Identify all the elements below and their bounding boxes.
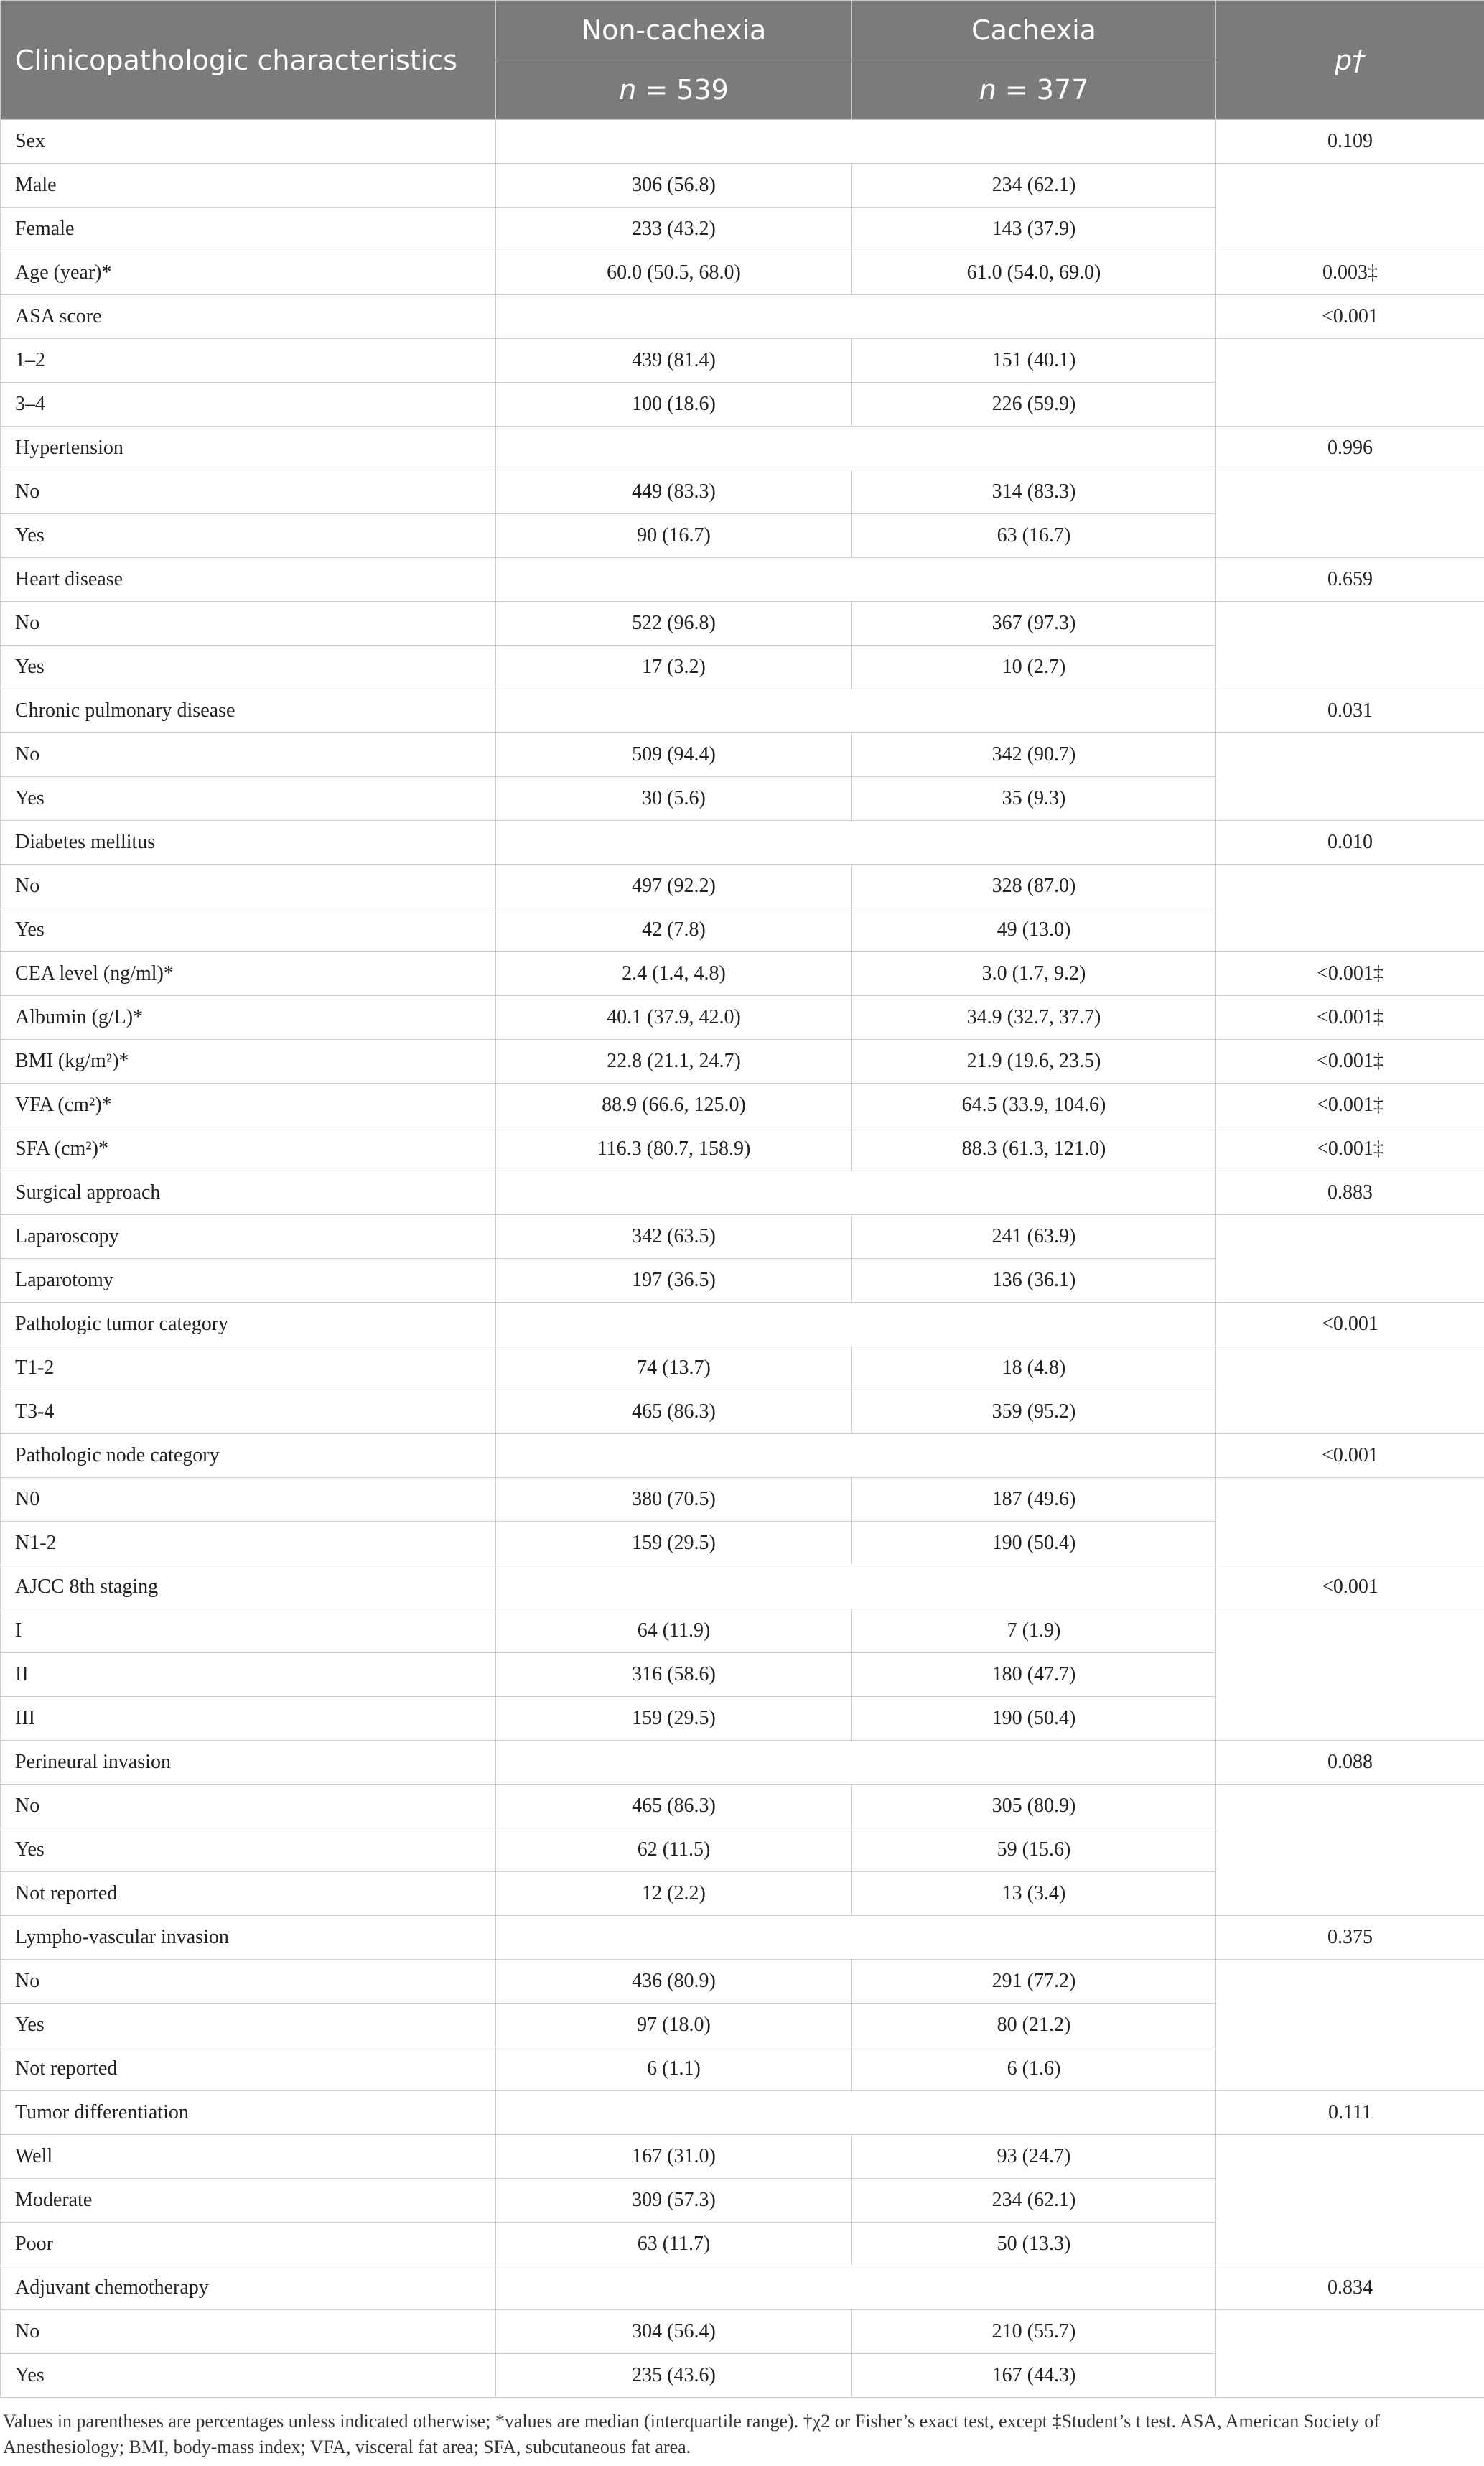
non-cachexia-value: 22.8 (21.1, 24.7) <box>496 1040 852 1084</box>
non-cachexia-value: 62 (11.5) <box>496 1828 852 1872</box>
group-label: Adjuvant chemotherapy <box>1 2266 496 2310</box>
p-value-spacer <box>1216 733 1484 821</box>
group-spacer <box>496 1565 1216 1609</box>
group-spacer <box>496 295 1216 339</box>
row-label: Yes <box>1 908 496 952</box>
table-group-header-row <box>1 689 1484 733</box>
table-footnote <box>3 2409 1475 2460</box>
cachexia-value: 187 (49.6) <box>852 1478 1216 1522</box>
row-label: T1-2 <box>1 1346 496 1390</box>
table-row <box>1 1478 1484 1522</box>
table-group-header-row <box>1 295 1484 339</box>
group-spacer <box>496 1916 1216 1960</box>
non-cachexia-value: 449 (83.3) <box>496 470 852 514</box>
row-label: BMI (kg/m²)* <box>1 1040 496 1084</box>
table-row <box>1 1127 1484 1171</box>
table-row <box>1 1346 1484 1390</box>
group-label: Pathologic tumor category <box>1 1303 496 1346</box>
row-label: VFA (cm²)* <box>1 1084 496 1127</box>
group-label: Lympho-vascular invasion <box>1 1916 496 1960</box>
row-label: Age (year)* <box>1 251 496 295</box>
row-label: Yes <box>1 2354 496 2398</box>
row-label: I <box>1 1609 496 1653</box>
table-group-header-row <box>1 427 1484 470</box>
p-value: 0.883 <box>1216 1171 1484 1215</box>
p-value: 0.010 <box>1216 821 1484 865</box>
cachexia-value: 50 (13.3) <box>852 2223 1216 2266</box>
group-label: Chronic pulmonary disease <box>1 689 496 733</box>
p-value-spacer <box>1216 865 1484 952</box>
p-value: 0.111 <box>1216 2091 1484 2135</box>
non-cachexia-value: 316 (58.6) <box>496 1653 852 1697</box>
header-p-value: p† <box>1216 1 1484 120</box>
cachexia-value: 93 (24.7) <box>852 2135 1216 2179</box>
row-label: Albumin (g/L)* <box>1 996 496 1040</box>
n-symbol: n <box>619 74 637 106</box>
table-group-header-row <box>1 1434 1484 1478</box>
cachexia-value: 167 (44.3) <box>852 2354 1216 2398</box>
non-cachexia-value: 436 (80.9) <box>496 1960 852 2004</box>
row-label: No <box>1 2310 496 2354</box>
cachexia-value: 49 (13.0) <box>852 908 1216 952</box>
group-label: ASA score <box>1 295 496 339</box>
table-row <box>1 952 1484 996</box>
group-spacer <box>496 821 1216 865</box>
row-label: No <box>1 602 496 646</box>
p-value-spacer <box>1216 1785 1484 1916</box>
table-row <box>1 1960 1484 2004</box>
non-cachexia-value: 90 (16.7) <box>496 514 852 558</box>
non-cachexia-value: 88.9 (66.6, 125.0) <box>496 1084 852 1127</box>
table-row <box>1 339 1484 383</box>
p-value: 0.031 <box>1216 689 1484 733</box>
non-cachexia-value: 17 (3.2) <box>496 646 852 689</box>
p-value-spacer <box>1216 1478 1484 1565</box>
row-label: Yes <box>1 646 496 689</box>
cachexia-value: 13 (3.4) <box>852 1872 1216 1916</box>
non-cachexia-value: 197 (36.5) <box>496 1259 852 1303</box>
row-label: T3-4 <box>1 1390 496 1434</box>
row-label: 3–4 <box>1 383 496 427</box>
table-group-header-row <box>1 1741 1484 1785</box>
non-cachexia-value: 64 (11.9) <box>496 1609 852 1653</box>
non-cachexia-value: 12 (2.2) <box>496 1872 852 1916</box>
non-cachexia-value: 30 (5.6) <box>496 777 852 821</box>
table-group-header-row <box>1 1916 1484 1960</box>
cachexia-value: 328 (87.0) <box>852 865 1216 908</box>
row-label: Yes <box>1 777 496 821</box>
group-spacer <box>496 2266 1216 2310</box>
cachexia-value: 226 (59.9) <box>852 383 1216 427</box>
table-body <box>1 120 1484 2398</box>
non-cachexia-value: 97 (18.0) <box>496 2004 852 2047</box>
group-label: Hypertension <box>1 427 496 470</box>
table-row <box>1 2310 1484 2354</box>
row-label: Laparoscopy <box>1 1215 496 1259</box>
group-label: Heart disease <box>1 558 496 602</box>
cachexia-value: 234 (62.1) <box>852 2179 1216 2223</box>
n-value: = 377 <box>996 74 1089 106</box>
cachexia-value: 342 (90.7) <box>852 733 1216 777</box>
non-cachexia-value: 40.1 (37.9, 42.0) <box>496 996 852 1040</box>
row-label: No <box>1 1785 496 1828</box>
non-cachexia-value: 116.3 (80.7, 158.9) <box>496 1127 852 1171</box>
header-n-non-cachexia <box>496 60 852 120</box>
row-label: Well <box>1 2135 496 2179</box>
p-value: 0.088 <box>1216 1741 1484 1785</box>
p-value-spacer <box>1216 2310 1484 2398</box>
table-header <box>1 1 1484 120</box>
p-value: 0.996 <box>1216 427 1484 470</box>
row-label: CEA level (ng/ml)* <box>1 952 496 996</box>
non-cachexia-value: 522 (96.8) <box>496 602 852 646</box>
cachexia-value: 241 (63.9) <box>852 1215 1216 1259</box>
cachexia-value: 34.9 (32.7, 37.7) <box>852 996 1216 1040</box>
row-label: Yes <box>1 1828 496 1872</box>
row-label: Female <box>1 208 496 251</box>
n-symbol: n <box>979 74 997 106</box>
group-label: Surgical approach <box>1 1171 496 1215</box>
non-cachexia-value: 60.0 (50.5, 68.0) <box>496 251 852 295</box>
cachexia-value: 64.5 (33.9, 104.6) <box>852 1084 1216 1127</box>
p-value: <0.001 <box>1216 1303 1484 1346</box>
cachexia-value: 80 (21.2) <box>852 2004 1216 2047</box>
cachexia-value: 10 (2.7) <box>852 646 1216 689</box>
table-row <box>1 1215 1484 1259</box>
table-row <box>1 1084 1484 1127</box>
cachexia-value: 3.0 (1.7, 9.2) <box>852 952 1216 996</box>
p-value-spacer <box>1216 602 1484 689</box>
group-spacer <box>496 1741 1216 1785</box>
table-row <box>1 996 1484 1040</box>
cachexia-value: 190 (50.4) <box>852 1522 1216 1565</box>
p-value: <0.001‡ <box>1216 996 1484 1040</box>
table-row <box>1 733 1484 777</box>
table-group-header-row <box>1 120 1484 164</box>
row-label: Male <box>1 164 496 208</box>
row-label: 1–2 <box>1 339 496 383</box>
p-value-spacer <box>1216 339 1484 427</box>
cachexia-value: 314 (83.3) <box>852 470 1216 514</box>
cachexia-value: 136 (36.1) <box>852 1259 1216 1303</box>
footnote-line: Anesthesiology; BMI, body-mass index; VFA, visceral fat area; SFA, subcutaneous fat area. <box>3 2437 691 2457</box>
group-spacer <box>496 558 1216 602</box>
non-cachexia-value: 233 (43.2) <box>496 208 852 251</box>
table-group-header-row <box>1 1565 1484 1609</box>
cachexia-value: 190 (50.4) <box>852 1697 1216 1741</box>
table-group-header-row <box>1 1303 1484 1346</box>
p-value: <0.001‡ <box>1216 1040 1484 1084</box>
p-value: <0.001 <box>1216 1434 1484 1478</box>
cachexia-value: 210 (55.7) <box>852 2310 1216 2354</box>
p-value-spacer <box>1216 470 1484 558</box>
non-cachexia-value: 342 (63.5) <box>496 1215 852 1259</box>
group-spacer <box>496 1434 1216 1478</box>
non-cachexia-value: 100 (18.6) <box>496 383 852 427</box>
group-spacer <box>496 427 1216 470</box>
p-value-spacer <box>1216 1960 1484 2091</box>
p-value: 0.003‡ <box>1216 251 1484 295</box>
p-value: 0.109 <box>1216 120 1484 164</box>
row-label: N0 <box>1 1478 496 1522</box>
p-value-spacer <box>1216 1609 1484 1741</box>
table-group-header-row <box>1 1171 1484 1215</box>
non-cachexia-value: 306 (56.8) <box>496 164 852 208</box>
header-cachexia: Cachexia <box>852 1 1216 60</box>
group-spacer <box>496 2091 1216 2135</box>
non-cachexia-value: 2.4 (1.4, 4.8) <box>496 952 852 996</box>
p-value: <0.001 <box>1216 295 1484 339</box>
cachexia-value: 7 (1.9) <box>852 1609 1216 1653</box>
non-cachexia-value: 6 (1.1) <box>496 2047 852 2091</box>
cachexia-value: 305 (80.9) <box>852 1785 1216 1828</box>
non-cachexia-value: 74 (13.7) <box>496 1346 852 1390</box>
table-row <box>1 1609 1484 1653</box>
non-cachexia-value: 235 (43.6) <box>496 2354 852 2398</box>
row-label: No <box>1 1960 496 2004</box>
table-group-header-row <box>1 558 1484 602</box>
non-cachexia-value: 159 (29.5) <box>496 1522 852 1565</box>
non-cachexia-value: 465 (86.3) <box>496 1390 852 1434</box>
cachexia-value: 151 (40.1) <box>852 339 1216 383</box>
cachexia-value: 18 (4.8) <box>852 1346 1216 1390</box>
row-label: No <box>1 865 496 908</box>
cachexia-value: 180 (47.7) <box>852 1653 1216 1697</box>
cachexia-value: 35 (9.3) <box>852 777 1216 821</box>
cachexia-value: 359 (95.2) <box>852 1390 1216 1434</box>
non-cachexia-value: 465 (86.3) <box>496 1785 852 1828</box>
group-label: Perineural invasion <box>1 1741 496 1785</box>
cachexia-value: 6 (1.6) <box>852 2047 1216 2091</box>
cachexia-value: 63 (16.7) <box>852 514 1216 558</box>
p-value-spacer <box>1216 1215 1484 1303</box>
header-characteristics: Clinicopathologic characteristics <box>1 1 496 120</box>
cachexia-value: 88.3 (61.3, 121.0) <box>852 1127 1216 1171</box>
cachexia-value: 234 (62.1) <box>852 164 1216 208</box>
row-label: Poor <box>1 2223 496 2266</box>
non-cachexia-value: 159 (29.5) <box>496 1697 852 1741</box>
group-label: AJCC 8th staging <box>1 1565 496 1609</box>
header-non-cachexia: Non-cachexia <box>496 1 852 60</box>
row-label: No <box>1 470 496 514</box>
table-row <box>1 865 1484 908</box>
cachexia-value: 143 (37.9) <box>852 208 1216 251</box>
n-value: = 539 <box>636 74 729 106</box>
group-label: Pathologic node category <box>1 1434 496 1478</box>
row-label: No <box>1 733 496 777</box>
non-cachexia-value: 509 (94.4) <box>496 733 852 777</box>
table-group-header-row <box>1 2266 1484 2310</box>
group-spacer <box>496 120 1216 164</box>
row-label: Moderate <box>1 2179 496 2223</box>
group-spacer <box>496 689 1216 733</box>
row-label: II <box>1 1653 496 1697</box>
cachexia-value: 367 (97.3) <box>852 602 1216 646</box>
footnote-line: Values in parentheses are percentages unless indicated otherwise; *values are median (interquartile range). †χ2 or Fisher’s exact test, except ‡Student’s t test. ASA, American Society of <box>3 2411 1380 2432</box>
non-cachexia-value: 439 (81.4) <box>496 339 852 383</box>
row-label: Yes <box>1 514 496 558</box>
cachexia-value: 61.0 (54.0, 69.0) <box>852 251 1216 295</box>
p-value: <0.001‡ <box>1216 1127 1484 1171</box>
table-row <box>1 251 1484 295</box>
non-cachexia-value: 63 (11.7) <box>496 2223 852 2266</box>
non-cachexia-value: 167 (31.0) <box>496 2135 852 2179</box>
p-value-spacer <box>1216 1346 1484 1434</box>
table-row <box>1 1785 1484 1828</box>
row-label: Laparotomy <box>1 1259 496 1303</box>
p-value-spacer <box>1216 2135 1484 2266</box>
p-value: 0.834 <box>1216 2266 1484 2310</box>
group-spacer <box>496 1303 1216 1346</box>
table-group-header-row <box>1 2091 1484 2135</box>
table-row <box>1 470 1484 514</box>
non-cachexia-value: 42 (7.8) <box>496 908 852 952</box>
p-value: 0.375 <box>1216 1916 1484 1960</box>
non-cachexia-value: 309 (57.3) <box>496 2179 852 2223</box>
group-label: Sex <box>1 120 496 164</box>
table-row <box>1 1040 1484 1084</box>
cachexia-value: 291 (77.2) <box>852 1960 1216 2004</box>
table-row <box>1 602 1484 646</box>
p-value: 0.659 <box>1216 558 1484 602</box>
table-row <box>1 164 1484 208</box>
row-label: N1-2 <box>1 1522 496 1565</box>
row-label: Not reported <box>1 2047 496 2091</box>
non-cachexia-value: 304 (56.4) <box>496 2310 852 2354</box>
header-n-cachexia <box>852 60 1216 120</box>
p-value: <0.001‡ <box>1216 1084 1484 1127</box>
group-spacer <box>496 1171 1216 1215</box>
table-row <box>1 2135 1484 2179</box>
row-label: SFA (cm²)* <box>1 1127 496 1171</box>
row-label: Not reported <box>1 1872 496 1916</box>
table-group-header-row <box>1 821 1484 865</box>
group-label: Diabetes mellitus <box>1 821 496 865</box>
p-value: <0.001 <box>1216 1565 1484 1609</box>
p-value: <0.001‡ <box>1216 952 1484 996</box>
non-cachexia-value: 380 (70.5) <box>496 1478 852 1522</box>
non-cachexia-value: 497 (92.2) <box>496 865 852 908</box>
row-label: III <box>1 1697 496 1741</box>
cachexia-value: 21.9 (19.6, 23.5) <box>852 1040 1216 1084</box>
p-value-spacer <box>1216 164 1484 251</box>
cachexia-value: 59 (15.6) <box>852 1828 1216 1872</box>
row-label: Yes <box>1 2004 496 2047</box>
group-label: Tumor differentiation <box>1 2091 496 2135</box>
